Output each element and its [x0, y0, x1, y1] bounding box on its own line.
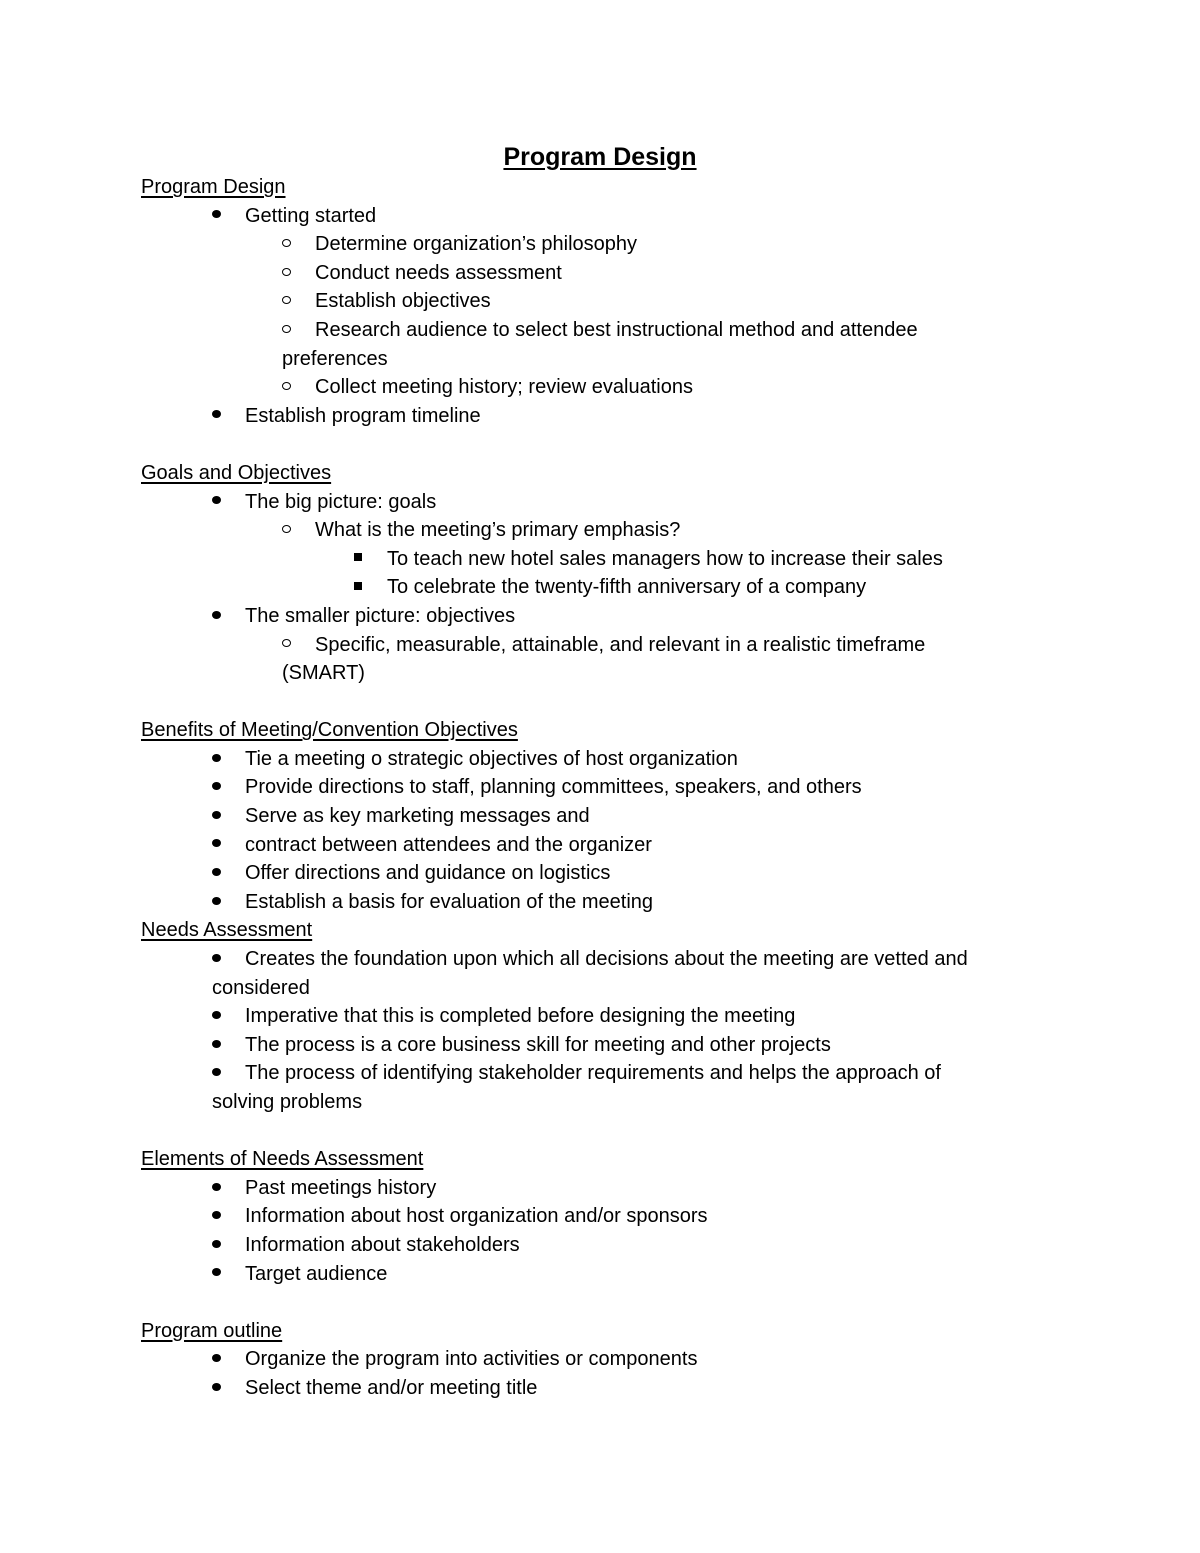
list-item-continuation: preferences	[282, 347, 388, 370]
list-item: Past meetings history	[141, 1174, 1041, 1203]
filled-bullet-icon	[212, 602, 245, 631]
filled-bullet-icon	[212, 831, 245, 860]
list-item: Collect meeting history; review evaluations	[141, 373, 1041, 402]
hollow-bullet-icon	[282, 516, 315, 545]
list-item-continuation: solving problems	[212, 1091, 363, 1113]
filled-bullet-icon	[212, 1031, 245, 1060]
filled-bullet-icon	[212, 745, 245, 774]
list-item: Getting started	[141, 202, 1041, 231]
filled-bullet-icon	[212, 1345, 245, 1374]
list-item: Establish a basis for evaluation of the meeting	[141, 888, 1041, 917]
list-item: To celebrate the twenty-fifth anniversary of a company	[141, 573, 1041, 602]
list-item: The smaller picture: objectives	[141, 602, 1041, 631]
list-item: Research audience to select best instructional method and attendee	[141, 316, 1041, 345]
list-item: Establish objectives	[141, 287, 1041, 316]
list-item: Conduct needs assessment	[141, 259, 1041, 288]
list-item: Establish program timeline	[141, 402, 1041, 431]
square-bullet-icon	[354, 545, 387, 574]
filled-bullet-icon	[212, 773, 245, 802]
list-item: Target audience	[141, 1260, 1041, 1289]
hollow-bullet-icon	[282, 259, 315, 288]
square-bullet-icon	[354, 573, 387, 602]
filled-bullet-icon	[212, 488, 245, 517]
filled-bullet-icon	[212, 202, 245, 231]
page-title: Program Design	[503, 143, 697, 171]
filled-bullet-icon	[212, 945, 245, 974]
list-item: The process is a core business skill for meeting and other projects	[141, 1031, 1041, 1060]
list-item: The process of identifying stakeholder requirements and helps the approach of	[141, 1059, 1041, 1088]
section-heading-program-design: Program Design	[141, 176, 286, 198]
filled-bullet-icon	[212, 888, 245, 917]
list-item: Offer directions and guidance on logistics	[141, 859, 1041, 888]
list-item-continuation: considered	[212, 976, 310, 999]
list-item: What is the meeting’s primary emphasis?	[141, 516, 1041, 545]
filled-bullet-icon	[212, 402, 245, 431]
list-item: Information about host organization and/or sponsors	[141, 1202, 1041, 1231]
list-item: Organize the program into activities or components	[141, 1345, 1041, 1374]
list-item: The big picture: goals	[141, 488, 1041, 517]
list-item: Information about stakeholders	[141, 1231, 1041, 1260]
section-heading-program-outline: Program outline	[141, 1319, 283, 1342]
section-heading-benefits: Benefits of Meeting/Convention Objectives	[141, 719, 518, 742]
list-item: Imperative that this is completed before designing the meeting	[141, 1002, 1041, 1031]
list-item: Provide directions to staff, planning committees, speakers, and others	[141, 773, 1041, 802]
hollow-bullet-icon	[282, 287, 315, 316]
filled-bullet-icon	[212, 1374, 245, 1403]
list-item: Tie a meeting o strategic objectives of host organization	[141, 745, 1041, 774]
hollow-bullet-icon	[282, 316, 315, 345]
list-item: Serve as key marketing messages and	[141, 802, 1041, 831]
filled-bullet-icon	[212, 1174, 245, 1203]
filled-bullet-icon	[212, 1059, 245, 1088]
document-body	[141, 173, 1041, 1403]
filled-bullet-icon	[212, 802, 245, 831]
filled-bullet-icon	[212, 1202, 245, 1231]
list-item: To teach new hotel sales managers how to increase their sales	[141, 545, 1041, 574]
hollow-bullet-icon	[282, 631, 315, 660]
list-item: Specific, measurable, attainable, and relevant in a realistic timeframe	[141, 631, 1041, 660]
filled-bullet-icon	[212, 1002, 245, 1031]
list-item: Creates the foundation upon which all decisions about the meeting are vetted and	[141, 945, 1041, 974]
section-heading-goals-and-objectives: Goals and Objectives	[141, 461, 332, 484]
section-heading-elements-of-needs-assessment: Elements of Needs Assessment	[141, 1148, 424, 1171]
list-item: contract between attendees and the organizer	[141, 831, 1041, 860]
filled-bullet-icon	[212, 1260, 245, 1289]
hollow-bullet-icon	[282, 230, 315, 259]
filled-bullet-icon	[212, 1231, 245, 1260]
hollow-bullet-icon	[282, 373, 315, 402]
list-item: Determine organization’s philosophy	[141, 230, 1041, 259]
section-heading-needs-assessment: Needs Assessment	[141, 919, 313, 942]
filled-bullet-icon	[212, 859, 245, 888]
list-item-continuation: (SMART)	[282, 662, 365, 685]
list-item: Select theme and/or meeting title	[141, 1374, 1041, 1403]
